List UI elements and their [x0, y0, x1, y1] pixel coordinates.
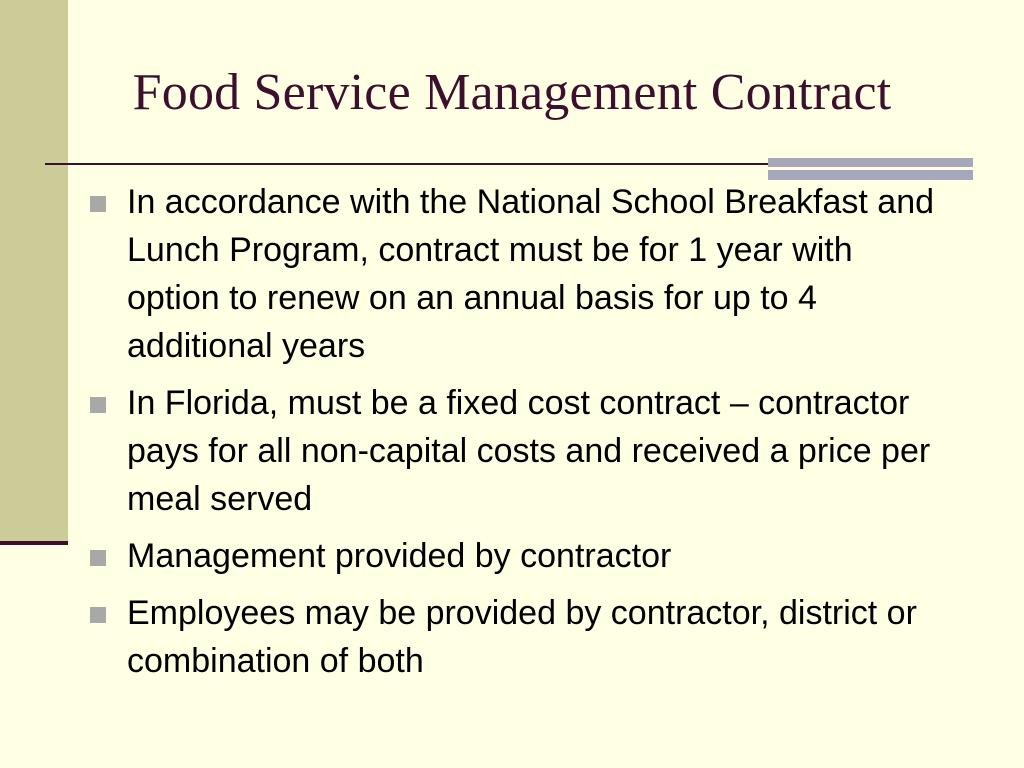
left-side-accent-line	[0, 541, 68, 545]
bullet-item	[90, 178, 950, 370]
bullet-text: In accordance with the National School Breakfast and Lunch Program, contract must be for 1 year with option to renew on an annual basis for up to 4 additional years	[127, 183, 935, 365]
bullet-item	[90, 379, 950, 523]
bullet-item	[90, 589, 950, 685]
bullet-item	[90, 532, 950, 580]
title-underline-rule	[45, 163, 768, 165]
bullet-text: In Florida, must be a fixed cost contract – contractor pays for all non-capital costs and received a price per meal served	[127, 384, 931, 518]
square-bullet-icon	[90, 607, 106, 623]
decorative-bar-top	[768, 158, 973, 167]
bullet-text: Employees may be provided by contractor, district or combination of both	[127, 594, 917, 680]
bullet-text: Management provided by contractor	[127, 537, 672, 575]
square-bullet-icon	[90, 550, 106, 566]
bullet-list	[90, 178, 950, 694]
square-bullet-icon	[90, 397, 106, 413]
slide-title: Food Service Management Contract	[132, 64, 892, 121]
square-bullet-icon	[90, 196, 106, 212]
